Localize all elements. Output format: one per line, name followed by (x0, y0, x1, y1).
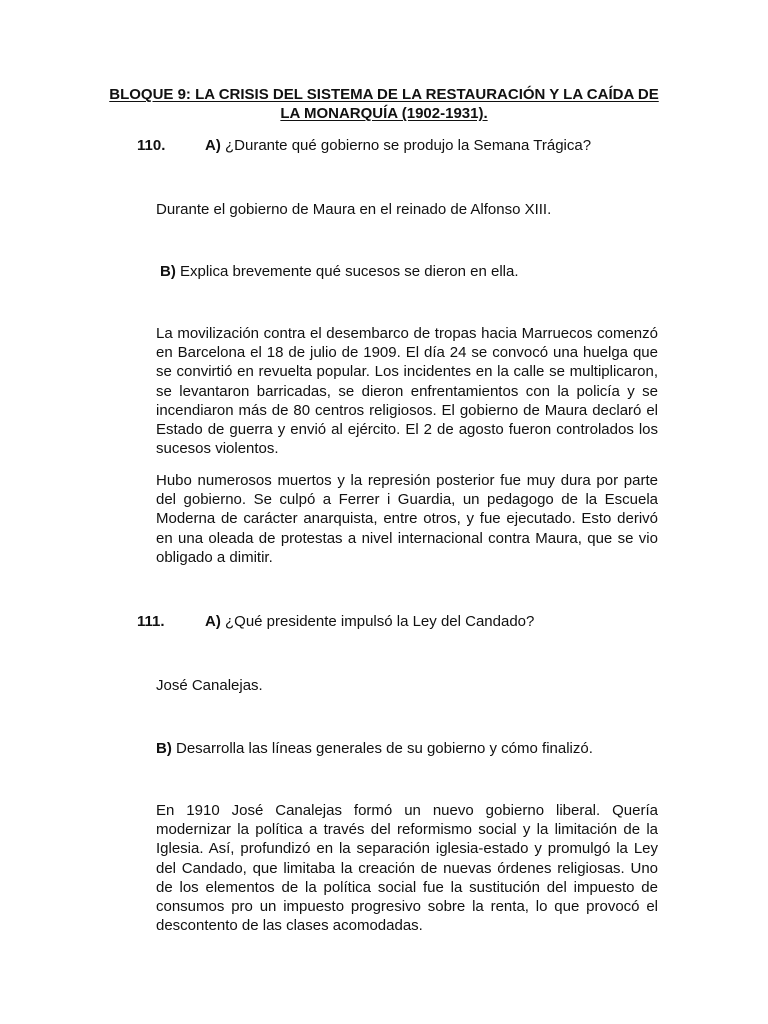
question-a-text: ¿Durante qué gobierno se produjo la Semana Trágica? (220, 137, 592, 154)
question-a-label: A) (205, 137, 221, 154)
answer-a: Durante el gobierno de Maura en el reinado de Alfonso XIII. (156, 201, 552, 218)
answer-b-paragraph: Hubo numerosos muertos y la represión posterior fue muy dura por parte del gobierno. Se culpó a Ferrer i Guardia, un pedagogo de la Escuela Moderna de carácter anarquista, entre otros, y fue ejecutado. Esto derivó en una oleada de protestas a nivel internacional contra Maura, que se vio obligado a dimitir. (156, 472, 658, 566)
question-b-label: B) (156, 740, 172, 757)
answer-b-paragraph: En 1910 José Canalejas formó un nuevo gobierno liberal. Quería modernizar la política a través del reformismo social y la limitación de la Iglesia. Así, profundizó en la separación iglesia-estado y promulgó la Ley del Candado, que limitaba la creación de nuevas órdenes religiosas. Uno de los elementos de la política social fue la sustitución del impuesto de consumos pro un impuesto progresivo sobre la renta, lo que provocó el descontento de las clases acomodadas. (156, 802, 658, 935)
question-a-text: ¿Qué presidente impulsó la Ley del Candado? (220, 613, 535, 630)
answer-a: José Canalejas. (156, 677, 263, 694)
page-title: BLOQUE 9: LA CRISIS DEL SISTEMA DE LA RESTAURACIÓN Y LA CAÍDA DE LA MONARQUÍA (1902-1931). (109, 86, 659, 122)
answer-b-paragraph: La movilización contra el desembarco de tropas hacia Marruecos comenzó en Barcelona el 18 de julio de 1909. El día 24 se convocó una huelga que se convirtió en revuelta popular. Los incidentes en la calle se multiplicaron, se levantaron barricadas, se dieron enfrentamientos con la policía y se incendiaron más de 80 centros religiosos. El gobierno de Maura declaró el Estado de guerra y envió al ejército. El 2 de agosto fueron controlados los sucesos violentos. (156, 325, 658, 458)
question-a (205, 136, 591, 155)
question-number: 111. (137, 613, 165, 630)
question-b-text: Explica brevemente qué sucesos se dieron en ella. (175, 263, 519, 280)
question-number: 110. (137, 137, 166, 154)
question-a (205, 612, 534, 631)
question-b-text: Desarrolla las líneas generales de su gobierno y cómo finalizó. (171, 740, 593, 757)
question-b (156, 739, 593, 758)
question-a-label: A) (205, 613, 221, 630)
question-b-label: B) (160, 263, 176, 280)
question-b (160, 262, 519, 281)
